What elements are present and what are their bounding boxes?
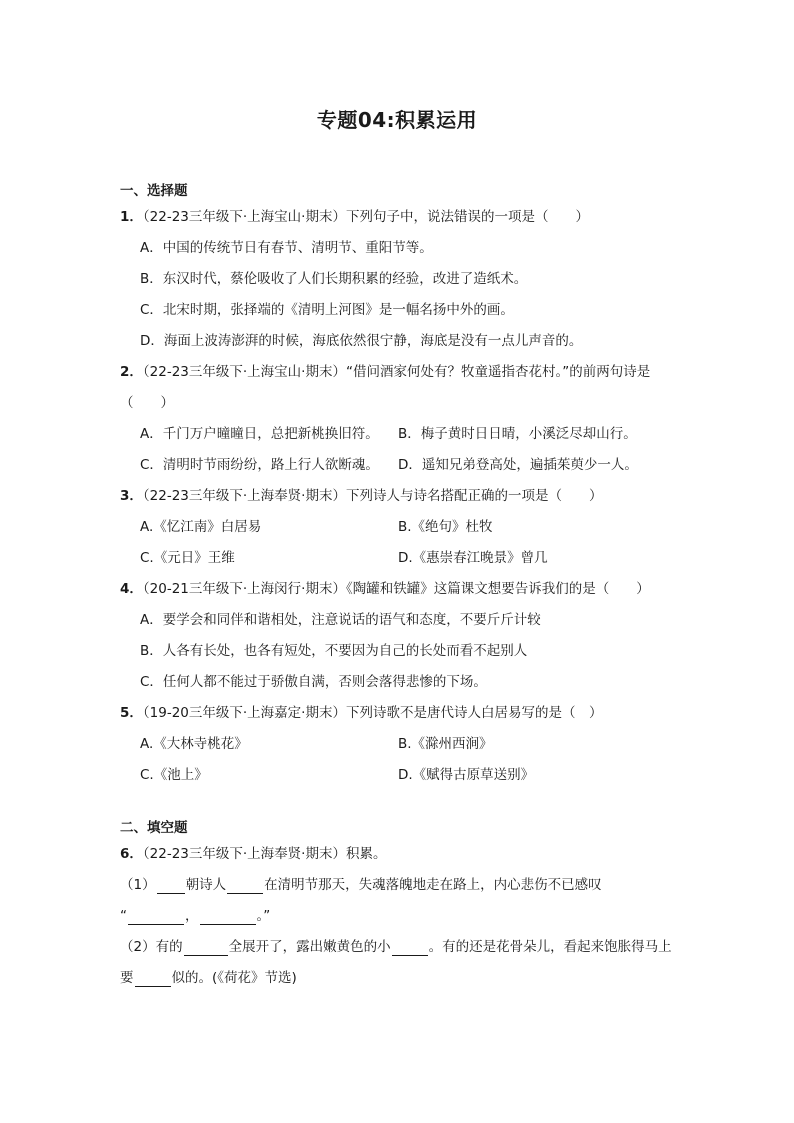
option-c: C．任何人都不能过于骄傲自满，否则会落得悲惨的下场。 <box>140 674 487 690</box>
option-d: D．海面上波涛澎湃的时候，海底依然很宁静，海底是没有一点儿声音的。 <box>140 333 583 349</box>
text-segment: 。有的还是花骨朵儿，看起来饱胀得马上要 <box>120 939 672 986</box>
document-content <box>120 180 680 994</box>
question-4 <box>120 574 680 605</box>
section-spacer <box>120 791 680 817</box>
option-a: A．中国的传统节日有春节、清明节、重阳节等。 <box>140 240 433 256</box>
option-b: B.《绝句》杜牧 <box>398 519 493 535</box>
answer-blank[interactable] <box>128 908 184 925</box>
answer-blank[interactable] <box>184 939 228 956</box>
page-title: 专题04:积累运用 <box>316 108 478 132</box>
option-row <box>120 512 680 543</box>
text-segment: （2）有的 <box>120 939 183 955</box>
answer-blank[interactable] <box>135 970 171 987</box>
text-segment: 朝诗人 <box>185 877 227 893</box>
fill-item-2 <box>120 932 680 994</box>
question-2 <box>120 357 680 419</box>
text-segment: 。” <box>256 908 271 924</box>
option-b: B．人各有长处，也各有短处，不要因为自己的长处而看不起别人 <box>140 643 528 659</box>
option-d: D．遥知兄弟登高处，遍插茱萸少一人。 <box>398 457 638 473</box>
option-row <box>120 450 680 481</box>
question-stem: （22-23三年级下·上海宝山·期末）下列句子中，说法错误的一项是（ ） <box>142 209 589 225</box>
option-b: B.《滁州西涧》 <box>398 736 493 752</box>
answer-blank[interactable] <box>200 908 256 925</box>
option-b: B．梅子黄时日日晴，小溪泛尽却山行。 <box>398 426 637 442</box>
option-row <box>120 760 680 791</box>
option-c: C.《元日》王维 <box>140 550 235 566</box>
fill-item-1 <box>120 870 680 932</box>
question-number: 3． <box>120 488 143 504</box>
option-row <box>120 729 680 760</box>
option-a: A．千门万户曈曈日，总把新桃换旧符。 <box>140 426 379 442</box>
question-number: 4． <box>120 581 143 597</box>
text-segment: 在清明节那天，失魂落魄地走在路上，内心悲伤不已感叹 <box>264 877 602 893</box>
question-number: 2． <box>120 364 143 380</box>
question-number: 1． <box>120 209 143 225</box>
text-segment: 全展开了，露出嫩黄色的小 <box>228 939 391 955</box>
option-row <box>120 419 680 450</box>
option-a: A．要学会和同伴和谐相处，注意说话的语气和态度，不要斤斤计较 <box>140 612 541 628</box>
question-stem: （22-23三年级下·上海宝山·期末）“借问酒家何处有？牧童遥指杏花村。”的前两句诗是（ ） <box>120 364 651 411</box>
text-segment: “ <box>120 908 127 924</box>
answer-blank[interactable] <box>392 939 428 956</box>
question-3 <box>120 481 680 512</box>
answer-blank[interactable] <box>157 877 185 894</box>
question-1 <box>120 202 680 233</box>
option-c: C.《池上》 <box>140 767 208 783</box>
text-segment: ， <box>185 908 199 924</box>
option-a: A.《忆江南》白居易 <box>140 519 262 535</box>
question-stem: （22-23三年级下·上海奉贤·期末）积累。 <box>142 846 387 862</box>
option-row <box>120 543 680 574</box>
question-6 <box>120 839 680 870</box>
question-number: 5． <box>120 705 143 721</box>
question-number: 6． <box>120 846 143 862</box>
answer-blank[interactable] <box>227 877 263 894</box>
section-heading-fill: 二、填空题 <box>120 820 188 836</box>
item-label: （1） <box>120 877 156 893</box>
text-segment: 似的。(《荷花》节选) <box>171 970 297 986</box>
question-stem: （19-20三年级下·上海嘉定·期末）下列诗歌不是唐代诗人白居易写的是（ ） <box>142 705 603 721</box>
question-stem: （22-23三年级下·上海奉贤·期末）下列诗人与诗名搭配正确的一项是（ ） <box>142 488 603 504</box>
option-d: D.《惠崇春江晚景》曾几 <box>398 550 548 566</box>
option-d: D.《赋得古原草送别》 <box>398 767 535 783</box>
option-a: A.《大林寺桃花》 <box>140 736 248 752</box>
section-heading-choice: 一、选择题 <box>120 183 188 199</box>
question-5 <box>120 698 680 729</box>
question-stem: （20-21三年级下·上海闵行·期末）《陶罐和铁罐》这篇课文想要告诉我们的是（ ） <box>142 581 650 597</box>
option-c: C．北宋时期，张择端的《清明上河图》是一幅名扬中外的画。 <box>140 302 514 318</box>
option-b: B．东汉时代，蔡伦吸收了人们长期积累的经验，改进了造纸术。 <box>140 271 528 287</box>
option-c: C．清明时节雨纷纷，路上行人欲断魂。 <box>140 457 379 473</box>
